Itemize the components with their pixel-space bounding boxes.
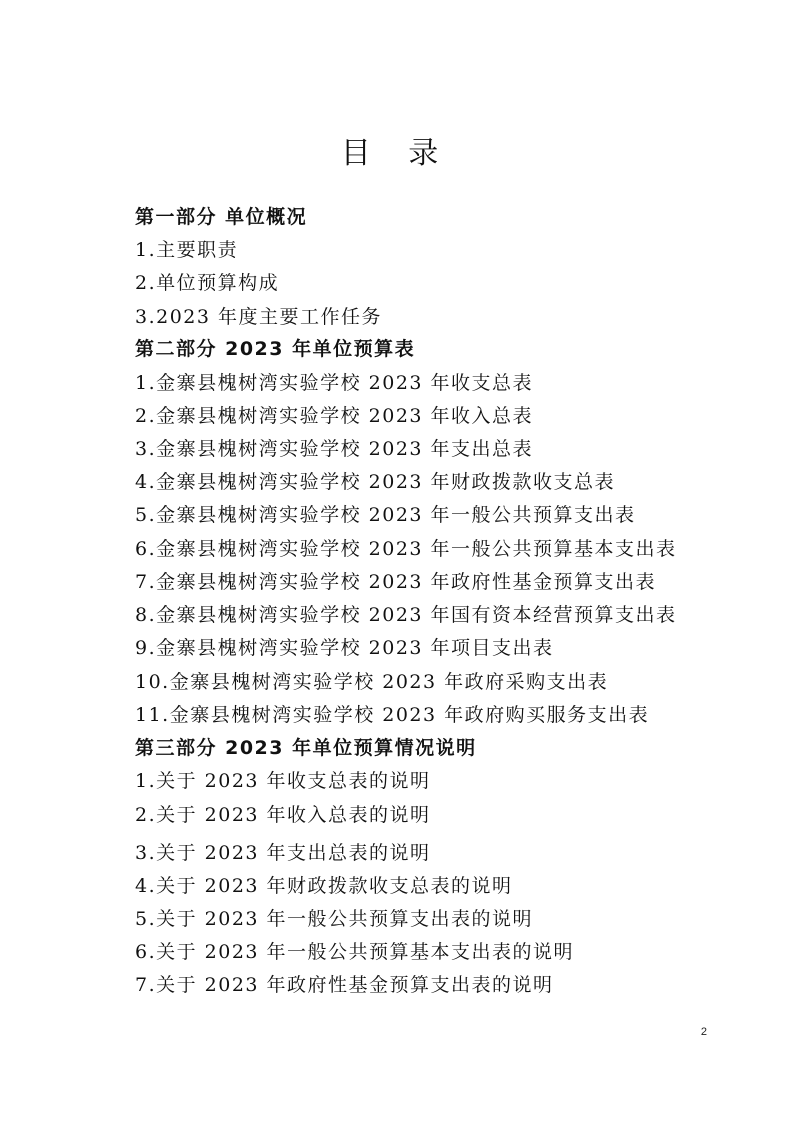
toc-item[interactable]: 5.关于 2023 年一般公共预算支出表的说明 <box>135 908 534 930</box>
toc-item[interactable]: 6.金寨县槐树湾实验学校 2023 年一般公共预算基本支出表 <box>135 538 677 560</box>
toc-item[interactable]: 5.金寨县槐树湾实验学校 2023 年一般公共预算支出表 <box>135 504 636 526</box>
toc-heading-part3[interactable]: 第三部分 2023 年单位预算情况说明 <box>135 737 477 759</box>
toc-item[interactable]: 10.金寨县槐树湾实验学校 2023 年政府采购支出表 <box>135 671 609 693</box>
page-title: 目 录 <box>340 136 453 171</box>
toc-item[interactable]: 7.关于 2023 年政府性基金预算支出表的说明 <box>135 974 554 996</box>
toc-item[interactable]: 8.金寨县槐树湾实验学校 2023 年国有资本经营预算支出表 <box>135 604 677 626</box>
toc-heading-part2[interactable]: 第二部分 2023 年单位预算表 <box>135 338 416 360</box>
toc-item[interactable]: 1.金寨县槐树湾实验学校 2023 年收支总表 <box>135 372 534 394</box>
page-number: 2 <box>700 1026 707 1038</box>
toc-item[interactable]: 1.关于 2023 年收支总表的说明 <box>135 770 431 792</box>
toc-item[interactable]: 3.金寨县槐树湾实验学校 2023 年支出总表 <box>135 438 534 460</box>
toc-item[interactable]: 4.关于 2023 年财政拨款收支总表的说明 <box>135 875 513 897</box>
toc-heading-part1[interactable]: 第一部分 单位概况 <box>135 206 308 228</box>
toc-item[interactable]: 3.2023 年度主要工作任务 <box>135 306 383 328</box>
toc-item[interactable]: 7.金寨县槐树湾实验学校 2023 年政府性基金预算支出表 <box>135 571 657 593</box>
toc-item[interactable]: 3.关于 2023 年支出总表的说明 <box>135 842 431 864</box>
toc-item[interactable]: 4.金寨县槐树湾实验学校 2023 年财政拨款收支总表 <box>135 471 616 493</box>
toc-item[interactable]: 1.主要职责 <box>135 239 239 261</box>
toc-item[interactable]: 9.金寨县槐树湾实验学校 2023 年项目支出表 <box>135 637 554 659</box>
toc-item[interactable]: 2.关于 2023 年收入总表的说明 <box>135 804 431 826</box>
toc-item[interactable]: 6.关于 2023 年一般公共预算基本支出表的说明 <box>135 941 575 963</box>
toc-item[interactable]: 11.金寨县槐树湾实验学校 2023 年政府购买服务支出表 <box>135 704 650 726</box>
toc-item[interactable]: 2.金寨县槐树湾实验学校 2023 年收入总表 <box>135 405 534 427</box>
toc-item[interactable]: 2.单位预算构成 <box>135 272 280 294</box>
